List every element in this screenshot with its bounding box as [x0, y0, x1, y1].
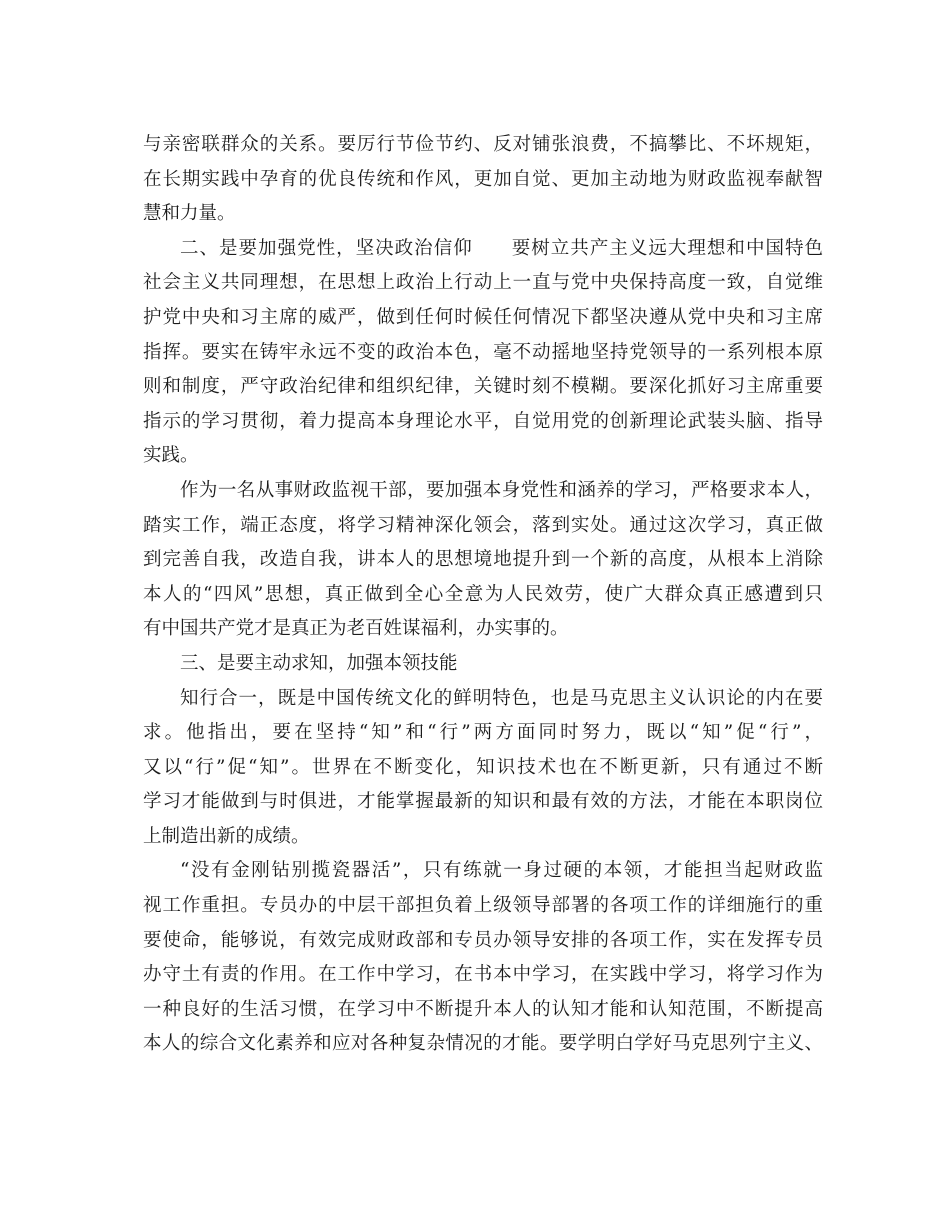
text-line: 三、是要主动求知，加强本领技能: [180, 652, 458, 674]
text-line: 视工作重担。专员办的中层干部担负着上级领导部署的各项工作的详细施行的重: [143, 895, 823, 917]
text-line: 作为一名从事财政监视干部，要加强本身党性和涵养的学习，严格要求本人，: [180, 479, 823, 501]
text-line: 求。他指出，要在坚持“知”和“行”两方面同时努力，既以“知”促“行”，: [143, 722, 823, 744]
text-line: 社会主义共同理想，在思想上政治上行动上一直与党中央保持高度一致，自觉维: [143, 272, 823, 294]
text-line: 本人的“四风”思想，真正做到全心全意为人民效劳，使广大群众真正感遭到只: [143, 583, 823, 605]
text-line: “没有金刚钻别揽瓷器活”，只有练就一身过硬的本领，才能担当起财政监: [180, 860, 823, 882]
text-line: 到完善自我，改造自我，讲本人的思想境地提升到一个新的高度，从根本上消除: [143, 549, 823, 571]
text-line: 慧和力量。: [143, 203, 236, 225]
text-line: 办守土有责的作用。在工作中学习，在书本中学习，在实践中学习，将学习作为: [143, 964, 823, 986]
text-line: 在长期实践中孕育的优良传统和作风，更加自觉、更加主动地为财政监视奉献智: [143, 168, 823, 190]
text-line: 要使命，能够说，有效完成财政部和专员办领导安排的各项工作，实在发挥专员: [143, 929, 823, 951]
text-line: 上制造出新的成绩。: [143, 825, 310, 847]
text-line: 踏实工作，端正态度，将学习精神深化领会，落到实处。通过这次学习，真正做: [143, 514, 823, 536]
text-line: 又以“行”促“知”。世界在不断变化，知识技术也在不断更新，只有通过不断: [143, 756, 823, 778]
text-line: 一种良好的生活习惯，在学习中不断提升本人的认知才能和认知范围，不断提高: [143, 998, 823, 1020]
text-line: 护党中央和习主席的威严，做到任何时候任何情况下都坚决遵从党中央和习主席: [143, 306, 823, 328]
text-line: 知行合一，既是中国传统文化的鲜明特色，也是马克思主义认识论的内在要: [180, 687, 823, 709]
document-body: [143, 128, 823, 1062]
text-line: 指示的学习贯彻，着力提高本身理论水平，自觉用党的创新理论武装头脑、指导: [143, 410, 823, 432]
text-line: 有中国共产党才是真正为老百姓谋福利，办实事的。: [143, 618, 569, 640]
text-line: 则和制度，严守政治纪律和组织纪律，关键时刻不模糊。要深化抓好习主席重要: [143, 376, 823, 398]
text-line: 与亲密联群众的关系。要厉行节俭节约、反对铺张浪费，不搞攀比、不坏规矩，: [143, 134, 823, 155]
text-line: 学习才能做到与时俱进，才能掌握最新的知识和最有效的方法，才能在本职岗位: [143, 791, 823, 813]
text-line: 指挥。要实在铸牢永远不变的政治本色，毫不动摇地坚持党领导的一系列根本原: [143, 341, 823, 363]
text-line: 本人的综合文化素养和应对各种复杂情况的才能。要学明白学好马克思列宁主义、: [143, 1033, 823, 1055]
text-line: 实践。: [143, 445, 199, 467]
text-line: 二、是要加强党性，坚决政治信仰 要树立共产主义远大理想和中国特色: [180, 237, 823, 259]
